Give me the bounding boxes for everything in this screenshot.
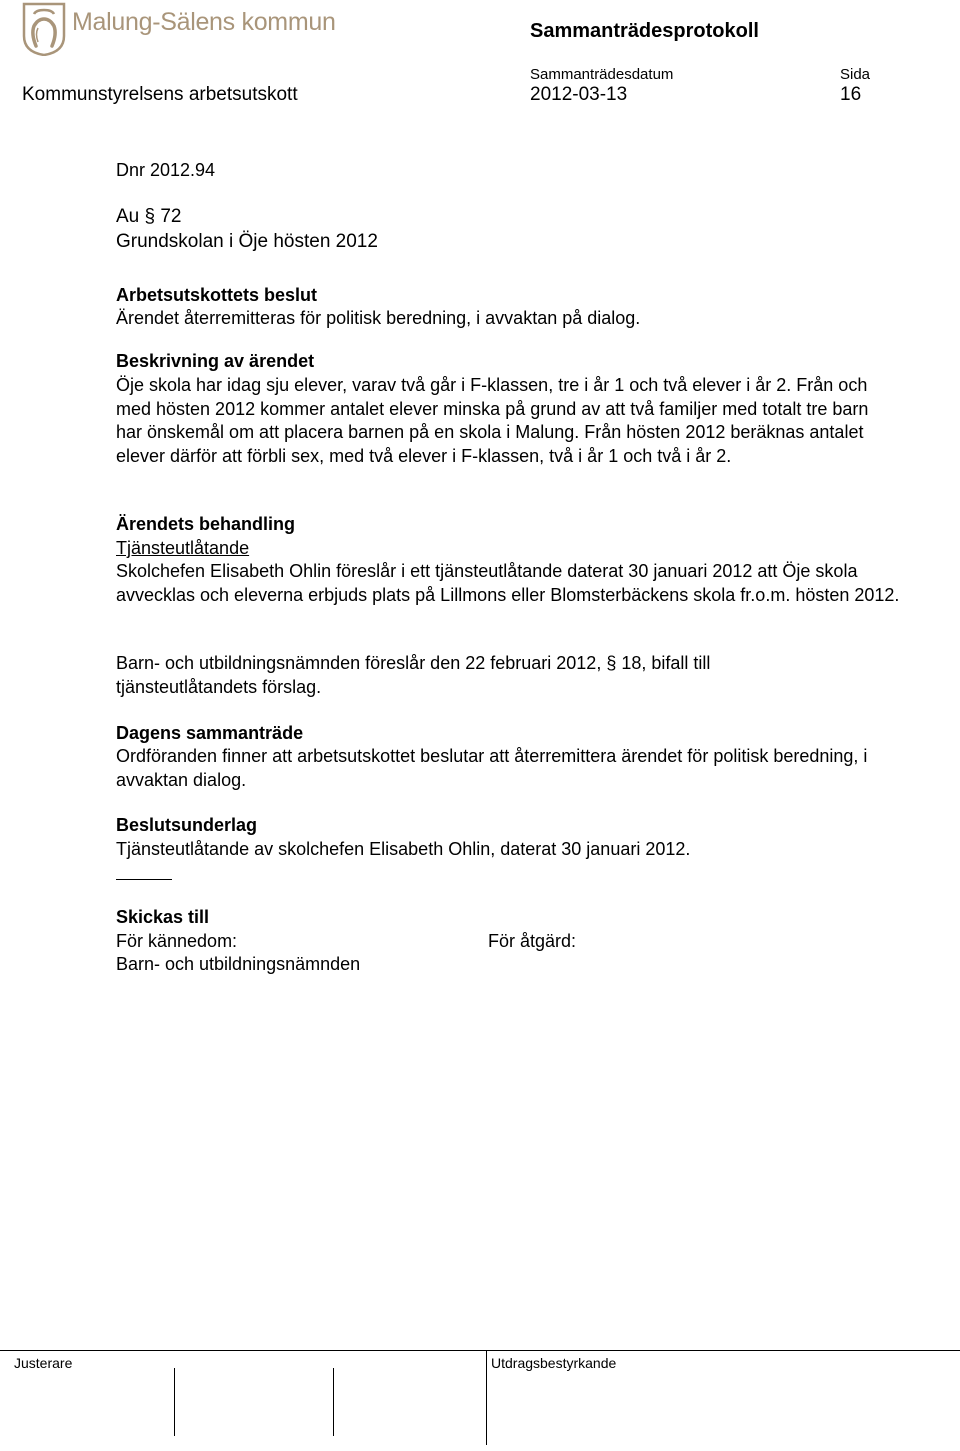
date-label: Sammanträdesdatum — [530, 66, 674, 83]
signature-box-divider — [174, 1368, 175, 1436]
case-title: Grundskolan i Öje hösten 2012 — [116, 231, 378, 252]
certifier-label: Utdragsbestyrkande — [491, 1355, 617, 1371]
document-type: Sammanträdesprotokoll — [530, 20, 759, 42]
handling-subheading: Tjänsteutlåtande — [116, 538, 250, 558]
basis-heading: Beslutsunderlag — [116, 815, 258, 835]
description-heading: Beskrivning av ärendet — [116, 351, 315, 371]
for-information-label: För kännedom: — [116, 931, 238, 951]
decision-text: Ärendet återremitteras för politisk beredning, i avvaktan på dialog. — [116, 308, 641, 328]
meeting-text: Ordföranden finner att arbetsutskottet beslutar att återremittera ärendet för politisk beredning, i avvaktan dialog. — [116, 746, 868, 790]
info-recipient: Barn- och utbildningsnämnden — [116, 954, 361, 974]
footer-rule — [0, 1350, 960, 1351]
send-to-heading: Skickas till — [116, 907, 210, 927]
paragraph-number: Au § 72 — [116, 206, 182, 227]
basis-text: Tjänsteutlåtande av skolchefen Elisabeth Ohlin, daterat 30 januari 2012. — [116, 839, 691, 859]
description-text: Öje skola har idag sju elever, varav två går i F-klassen, tre i år 1 och två elever i år 2. Från och med hösten 2012 kommer antalet elever minska på grund av att två familjer med totalt tre barn har önskemål om att placera barnen på en skola i Malung. Från hösten 2012 beräknas antalet elever därför att förbli sex, med två elever i F-klassen, två i år 1 och två i år 2. — [116, 375, 869, 466]
signature-box-divider — [333, 1368, 334, 1436]
horseshoe-crest-icon — [22, 2, 66, 56]
case-number: Dnr 2012.94 — [116, 160, 216, 180]
handling-text-1: Skolchefen Elisabeth Ohlin föreslår i ett tjänsteutlåtande daterat 30 januari 2012 att Öje skola avvecklas och eleverna erbjuds plats på Lillmons eller Blomsterbäckens skola fr.o.m. hösten 2012. — [116, 561, 900, 605]
page-number: 16 — [840, 84, 862, 105]
meeting-heading: Dagens sammanträde — [116, 723, 304, 743]
meeting-date: 2012-03-13 — [530, 84, 628, 105]
section-divider — [116, 879, 172, 880]
adjusters-label: Justerare — [14, 1355, 73, 1371]
body-name: Kommunstyrelsens arbetsutskott — [22, 84, 298, 105]
decision-heading: Arbetsutskottets beslut — [116, 285, 318, 305]
page-label: Sida — [840, 66, 871, 83]
handling-text-2: Barn- och utbildningsnämnden föreslår den 22 februari 2012, § 18, bifall till tjänsteutlåtandets förslag. — [116, 653, 711, 697]
signature-box-divider — [486, 1350, 487, 1445]
for-action-label: För åtgärd: — [488, 931, 577, 951]
logo-text: Malung-Sälens kommun — [72, 8, 336, 36]
handling-heading: Ärendets behandling — [116, 514, 296, 534]
